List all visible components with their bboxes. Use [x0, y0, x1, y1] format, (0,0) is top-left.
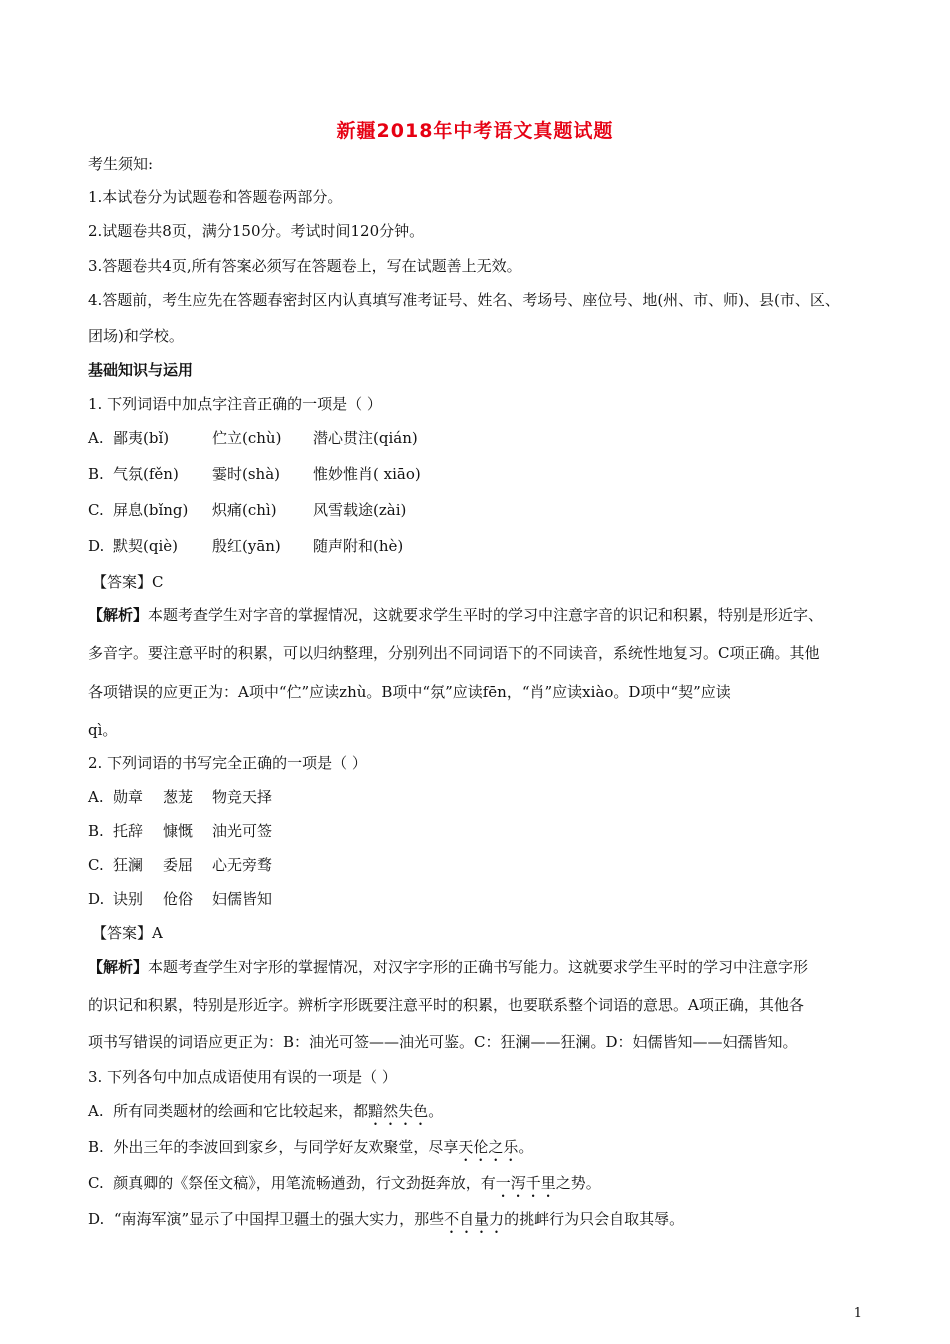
- analysis-line: 的识记和积累，特别是形近字。辨析字形既要注意平时的积累，也要联系整个词语的意思。A项正确，其他各: [88, 996, 804, 1014]
- q3-option-b: B. 外出三年的李波回到家乡，与同学好友欢聚堂，尽享天伦之乐。: [88, 1138, 534, 1156]
- notice-item: 团场)和学校。: [88, 327, 184, 345]
- page-title: 新疆2018年中考语文真题试题: [336, 120, 614, 142]
- notice-item: 3.答题卷共4页,所有答案必须写在答题卷上，写在试题善上无效。: [88, 257, 522, 275]
- analysis-line: 【解析】本题考查学生对字音的掌握情况，这就要求学生平时的学习中注意字音的识记和积累，特别是形近字、: [88, 606, 824, 624]
- analysis-line: qì。: [88, 721, 118, 739]
- dotted-idiom: 一泻千里: [495, 1174, 556, 1192]
- analysis-line: 多音字。要注意平时的积累，可以归纳整理，分别列出不同词语下的不同读音，系统性地复习。C项正确。其他: [88, 644, 820, 662]
- notice-item: 2.试题卷共8页，满分150分。考试时间120分钟。: [88, 222, 425, 240]
- answer: 【答案】C: [92, 573, 164, 591]
- notice-heading: 考生须知:: [88, 155, 154, 173]
- question-stem: 3. 下列各句中加点成语使用有误的一项是（ ）: [88, 1068, 397, 1086]
- dotted-idiom: 不自量力: [444, 1210, 505, 1228]
- q3-option-a: A. 所有同类题材的绘画和它比较起来，都黯然失色。: [88, 1102, 444, 1120]
- section-title: 基础知识与运用: [88, 361, 194, 379]
- analysis-label: 【解析】: [88, 606, 149, 624]
- notice-item: 4.答题前，考生应先在答题春密封区内认真填写准考证号、姓名、考场号、座位号、地(州、市、师)、县(市、区、: [88, 291, 840, 309]
- question-stem: 1. 下列词语中加点字注音正确的一项是（ ）: [88, 395, 382, 413]
- analysis-label: 【解析】: [88, 958, 149, 976]
- notice-item: 1.本试卷分为试题卷和答题卷两部分。: [88, 188, 343, 206]
- analysis-line: 各项错误的应更正为：A项中“伫”应读zhù。B项中“氛”应读fēn，“肖”应读xiào。D项中“契”应读: [88, 683, 731, 701]
- page-number: 1: [853, 1306, 862, 1321]
- dotted-idiom: 黯然失色: [368, 1102, 429, 1120]
- analysis-line: 项书写错误的词语应更正为：B：油光可签——油光可鉴。C：狂澜——狂澜。D：妇儒皆知——妇孺皆知。: [88, 1033, 798, 1051]
- analysis-line: 【解析】本题考查学生对字形的掌握情况，对汉字字形的正确书写能力。这就要求学生平时的学习中注意字形: [88, 958, 809, 976]
- dotted-idiom: 天伦之乐: [458, 1138, 519, 1156]
- q3-option-c: C. 颜真卿的《祭侄文稿》，用笔流畅遒劲，行文劲挺奔放，有一泻千里之势。: [88, 1174, 601, 1192]
- answer: 【答案】A: [92, 924, 163, 942]
- question-stem: 2. 下列词语的书写完全正确的一项是（ ）: [88, 754, 367, 772]
- q3-option-d: D. “南海军演”显示了中国捍卫疆土的强大实力，那些不自量力的挑衅行为只会自取其辱。: [88, 1210, 685, 1228]
